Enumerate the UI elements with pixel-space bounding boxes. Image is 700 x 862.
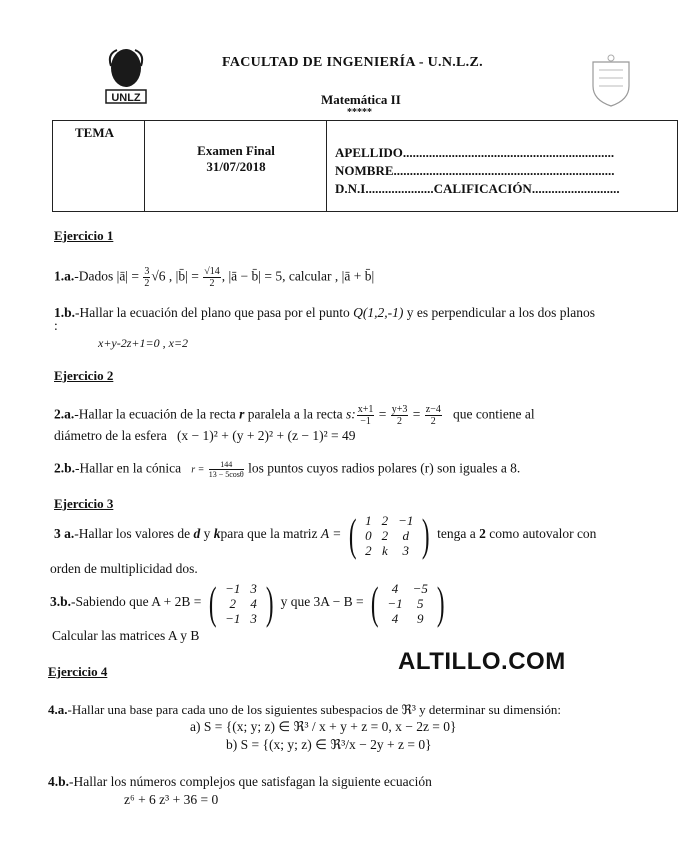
matrix-cell: −5 <box>412 580 428 596</box>
matrix-cell: 5 <box>417 595 424 611</box>
matrix-cell: −1 <box>225 580 241 596</box>
ejercicio-2-title: Ejercicio 2 <box>54 368 114 383</box>
exercise-2b-label: 2.b. <box>54 460 76 476</box>
exercise-3b-line2: Calcular las matrices A y B <box>52 628 200 643</box>
exercise-2a-line2: diámetro de la esfera (x − 1)² + (y + 2)² + (z − 1)² = 49 <box>54 428 356 443</box>
matrix-a-plus-2b: ( −1 3 2 4 −1 3 ) <box>208 577 274 628</box>
exam-date: 31/07/2018 <box>206 159 266 174</box>
exam-info-box <box>52 120 678 212</box>
faculty-title: FACULTAD DE INGENIERÍA - U.N.L.Z. <box>222 55 483 70</box>
matrix-a: ( 1 2 −1 0 2 d 2 k 3 ) <box>348 509 430 560</box>
matrix-cell: 3 <box>402 542 410 558</box>
ejercicio-3-title: Ejercicio 3 <box>54 496 114 511</box>
faculty-seal <box>587 52 635 113</box>
subspace-b: b) S = {(x; y; z) ∈ ℜ³/x − 2y + z = 0} <box>226 737 432 752</box>
exercise-4a-label: 4.a. <box>48 702 68 717</box>
exercise-1a-text: -Dados |ā| = <box>74 268 140 284</box>
ejercicio-4-title: Ejercicio 4 <box>48 664 108 679</box>
exercise-4b-label: 4.b. <box>48 774 70 789</box>
exercise-1b: 1.b.-Hallar la ecuación del plano que pasa por el punto Q(1,2,-1) y es perpendicular a los dos planos <box>54 305 595 320</box>
exercise-3b: 3.b.-Sabiendo que A + 2B = ( −1 3 2 4 −1 3 ) y que 3A − B = ( 4 −5 −1 5 4 9 ) <box>50 580 448 626</box>
exercise-1b-label: 1.b. <box>54 305 76 320</box>
exercise-3a-line2: orden de multiplicidad dos. <box>50 561 198 576</box>
matrix-cell: 4 <box>391 610 399 626</box>
planes-equations: x+y-2z+1=0 , x=2 <box>98 336 189 350</box>
university-logo <box>103 44 149 111</box>
fraction: $\frac{3}{2}$ <box>144 266 150 289</box>
subject-title: Matemática II <box>321 92 401 107</box>
complex-equation: z⁶ + 6 z³ + 36 = 0 <box>124 792 219 807</box>
matrix-cell: −1 <box>398 512 414 528</box>
sphere-equation: (x − 1)² + (y + 2)² + (z − 1)² = 49 <box>176 428 356 443</box>
apellido-field[interactable]: APELLIDO................................................................. <box>335 145 615 160</box>
fraction: $\frac{144}{13 - 5\cos\theta}$ <box>208 460 244 479</box>
matrix-cell: 2 <box>229 595 236 611</box>
fraction: $\frac{z-4}{2}$ <box>425 404 441 427</box>
exercise-3a: 3 a.-Hallar los valores de d y kpara que la matriz A = ( 1 2 −1 0 2 d 2 k 3 ) tenga a 2 como autovalor con <box>54 509 597 560</box>
subspace-a: a) S = {(x; y; z) ∈ ℜ³ / x + y + z = 0, x − 2z = 0} <box>190 719 457 734</box>
matrix-cell: 2 <box>365 542 372 558</box>
fraction: $\frac{y+3}{2}$ <box>391 404 408 427</box>
matrix-cell: k <box>381 542 388 558</box>
tema-label: TEMA <box>75 125 114 140</box>
ejercicio-1-title: Ejercicio 1 <box>54 228 114 243</box>
matrix-cell: 4 <box>391 580 399 596</box>
matrix-cell: −1 <box>225 610 241 626</box>
svg-text:UNLZ: UNLZ <box>111 92 141 104</box>
dni-calificacion-field[interactable]: D.N.I.....................CALIFICACIÓN........................... <box>335 181 620 196</box>
point-q: Q(1,2,-1) <box>353 305 404 320</box>
matrix-cell: 0 <box>365 527 372 543</box>
stars-divider: ***** <box>347 107 372 118</box>
exercise-3a-label: 3 a. <box>54 526 75 542</box>
exam-type: Examen Final <box>197 143 275 158</box>
matrix-cell: d <box>402 527 410 543</box>
fraction: $\frac{√14}{2}$ <box>204 266 220 289</box>
matrix-cell: −1 <box>387 595 403 611</box>
matrix-cell: 2 <box>381 512 389 528</box>
exercise-1a: 1.a.-Dados |ā| = $\frac{3}{2}$ √6 , |b̄| = $\frac{√14}{2}$ , |ā − b̄| = 5, calcular , |ā + b̄| <box>54 266 375 289</box>
matrix-3a-minus-b: ( 4 −5 −1 5 4 9 ) <box>370 577 445 628</box>
altillo-watermark: ALTILLO.COM <box>398 648 566 675</box>
exercise-4a: 4.a.-Hallar una base para cada uno de los siguientes subespacios de ℜ³ y determinar su dimensión: <box>48 702 562 717</box>
matrix-cell: 3 <box>250 580 257 596</box>
matrix-cell: 2 <box>381 527 389 543</box>
matrix-cell: 9 <box>417 610 424 626</box>
colon: : <box>54 318 58 333</box>
exercise-3b-label: 3.b. <box>50 594 72 610</box>
exam-cell <box>145 121 327 211</box>
exercise-1a-label: 1.a. <box>54 268 75 284</box>
exercise-2a-label: 2.a. <box>54 406 75 422</box>
exercise-2a: 2.a.-Hallar la ecuación de la recta r paralela a la recta s: $\frac{x+1}{-1}$ = $\frac{y+3}{2}$ = $\frac{z-4}{2}$ que contiene al <box>54 404 535 427</box>
exercise-4b: 4.b.-Hallar los números complejos que satisfagan la siguiente ecuación <box>48 774 432 789</box>
matrix-cell: 3 <box>250 610 257 626</box>
matrix-cell: 4 <box>250 595 257 611</box>
fraction: $\frac{x+1}{-1}$ <box>357 404 374 427</box>
exercise-2b: 2.b.-Hallar en la cónica r = $\frac{144}{13 - 5\cos\theta}$ los puntos cuyos radios polares (r) son iguales a 8. <box>54 460 521 479</box>
matrix-cell: 1 <box>365 512 372 528</box>
tema-cell <box>53 121 145 211</box>
nombre-field[interactable]: NOMBRE.................................................................... <box>335 163 615 178</box>
